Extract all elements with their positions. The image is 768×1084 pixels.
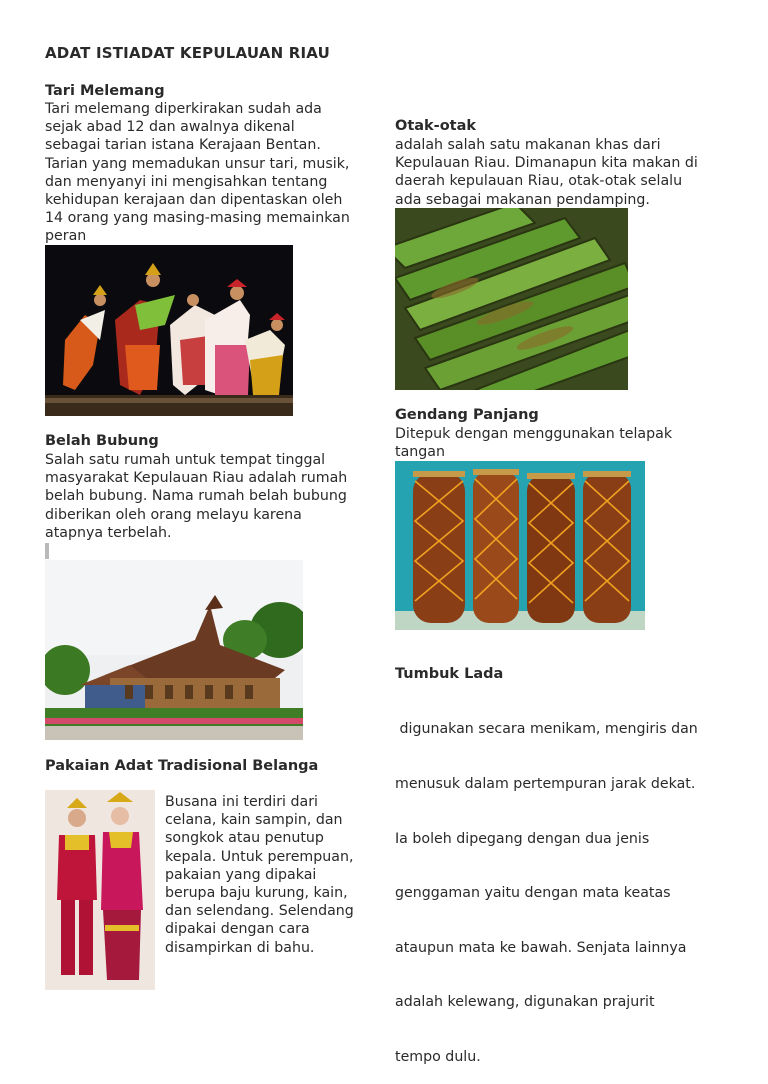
paragraph-line: 14 orang yang masing-masing memainkan: [45, 210, 350, 227]
document-title: ADAT ISTIADAT KEPULAUAN RIAU: [45, 44, 331, 62]
paragraph-line: peran: [45, 228, 87, 245]
paragraph-line: adalah salah satu makanan khas dari: [395, 137, 661, 153]
paragraph-line: belah bubung. Nama rumah belah bubung: [45, 488, 347, 505]
paragraph-line: Ditepuk dengan menggunakan telapak: [395, 426, 673, 442]
paragraph-line: pakaian yang dipakai: [165, 866, 317, 883]
paragraph-line: Salah satu rumah untuk tempat tinggal: [45, 452, 326, 468]
paragraph-line: kehidupan kerajaan dan dipentaskan oleh: [45, 192, 343, 209]
heading-tumbuk-lada: Tumbuk Lada: [395, 666, 504, 682]
heading-gendang-panjang: Gendang Panjang: [395, 407, 539, 423]
paragraph-gendang-panjang: [395, 425, 672, 461]
belah-bubung-house-photo: [45, 560, 303, 740]
heading-otak-otak: Otak-otak: [395, 118, 477, 134]
paragraph-line: menusuk dalam pertempuran jarak dekat.: [395, 776, 696, 793]
paragraph-line: tangan: [395, 444, 445, 461]
paragraph-line: Busana ini terdiri dari: [165, 794, 318, 810]
paragraph-line: masyarakat Kepulauan Riau adalah rumah: [45, 470, 348, 487]
heading-pakaian-adat: Pakaian Adat Tradisional Belanga: [45, 758, 319, 774]
paragraph-line: genggaman yaitu dengan mata keatas: [395, 885, 671, 902]
paragraph-line: celana, kain sampin, dan: [165, 812, 343, 829]
paragraph-line: songkok atau penutup: [165, 830, 324, 847]
paragraph-line: dan selendang. Selendang: [165, 903, 354, 920]
paragraph-line: Tari melemang diperkirakan sudah ada: [45, 101, 322, 117]
paragraph-line: daerah kepulauan Riau, otak-otak selalu: [395, 173, 683, 190]
paragraph-line: sejak abad 12 dan awalnya dikenal: [45, 119, 295, 136]
paragraph-line: dan menyanyi ini mengisahkan tentang: [45, 173, 328, 190]
paragraph-line: Kepulauan Riau. Dimanapun kita makan di: [395, 155, 698, 172]
paragraph-tari-melemang: [45, 100, 350, 246]
heading-tari-melemang: Tari Melemang: [45, 83, 165, 99]
paragraph-line: kepala. Untuk perempuan,: [165, 848, 354, 865]
paragraph-belah-bubung: [45, 451, 347, 542]
paragraph-line: tempo dulu.: [395, 1049, 481, 1066]
paragraph-line: digunakan secara menikam, mengiris dan: [395, 721, 698, 738]
paragraph-tumbuk-lada: [395, 684, 698, 1084]
paragraph-line: sebagai tarian istana Kerajaan Bentan.: [45, 137, 321, 154]
text-cursor-marker: [45, 543, 49, 559]
tari-melemang-photo: [45, 245, 293, 416]
gendang-panjang-photo: [395, 461, 645, 630]
paragraph-line: ada sebagai makanan pendamping.: [395, 191, 650, 208]
heading-belah-bubung: Belah Bubung: [45, 433, 159, 449]
paragraph-line: diberikan oleh orang melayu karena: [45, 506, 302, 523]
paragraph-pakaian-adat: [165, 793, 354, 957]
paragraph-line: atapnya terbelah.: [45, 524, 172, 541]
paragraph-line: Tarian yang memadukan unsur tari, musik,: [45, 155, 350, 172]
paragraph-line: disampirkan di bahu.: [165, 939, 315, 956]
paragraph-line: dipakai dengan cara: [165, 921, 310, 938]
paragraph-line: berupa baju kurung, kain,: [165, 885, 348, 902]
paragraph-line: Ia boleh dipegang dengan dua jenis: [395, 830, 650, 847]
pakaian-adat-photo: [45, 790, 155, 990]
paragraph-otak-otak: [395, 136, 698, 209]
otak-otak-photo: [395, 208, 628, 390]
paragraph-line: ataupun mata ke bawah. Senjata lainnya: [395, 939, 687, 956]
paragraph-line: adalah kelewang, digunakan prajurit: [395, 994, 655, 1011]
